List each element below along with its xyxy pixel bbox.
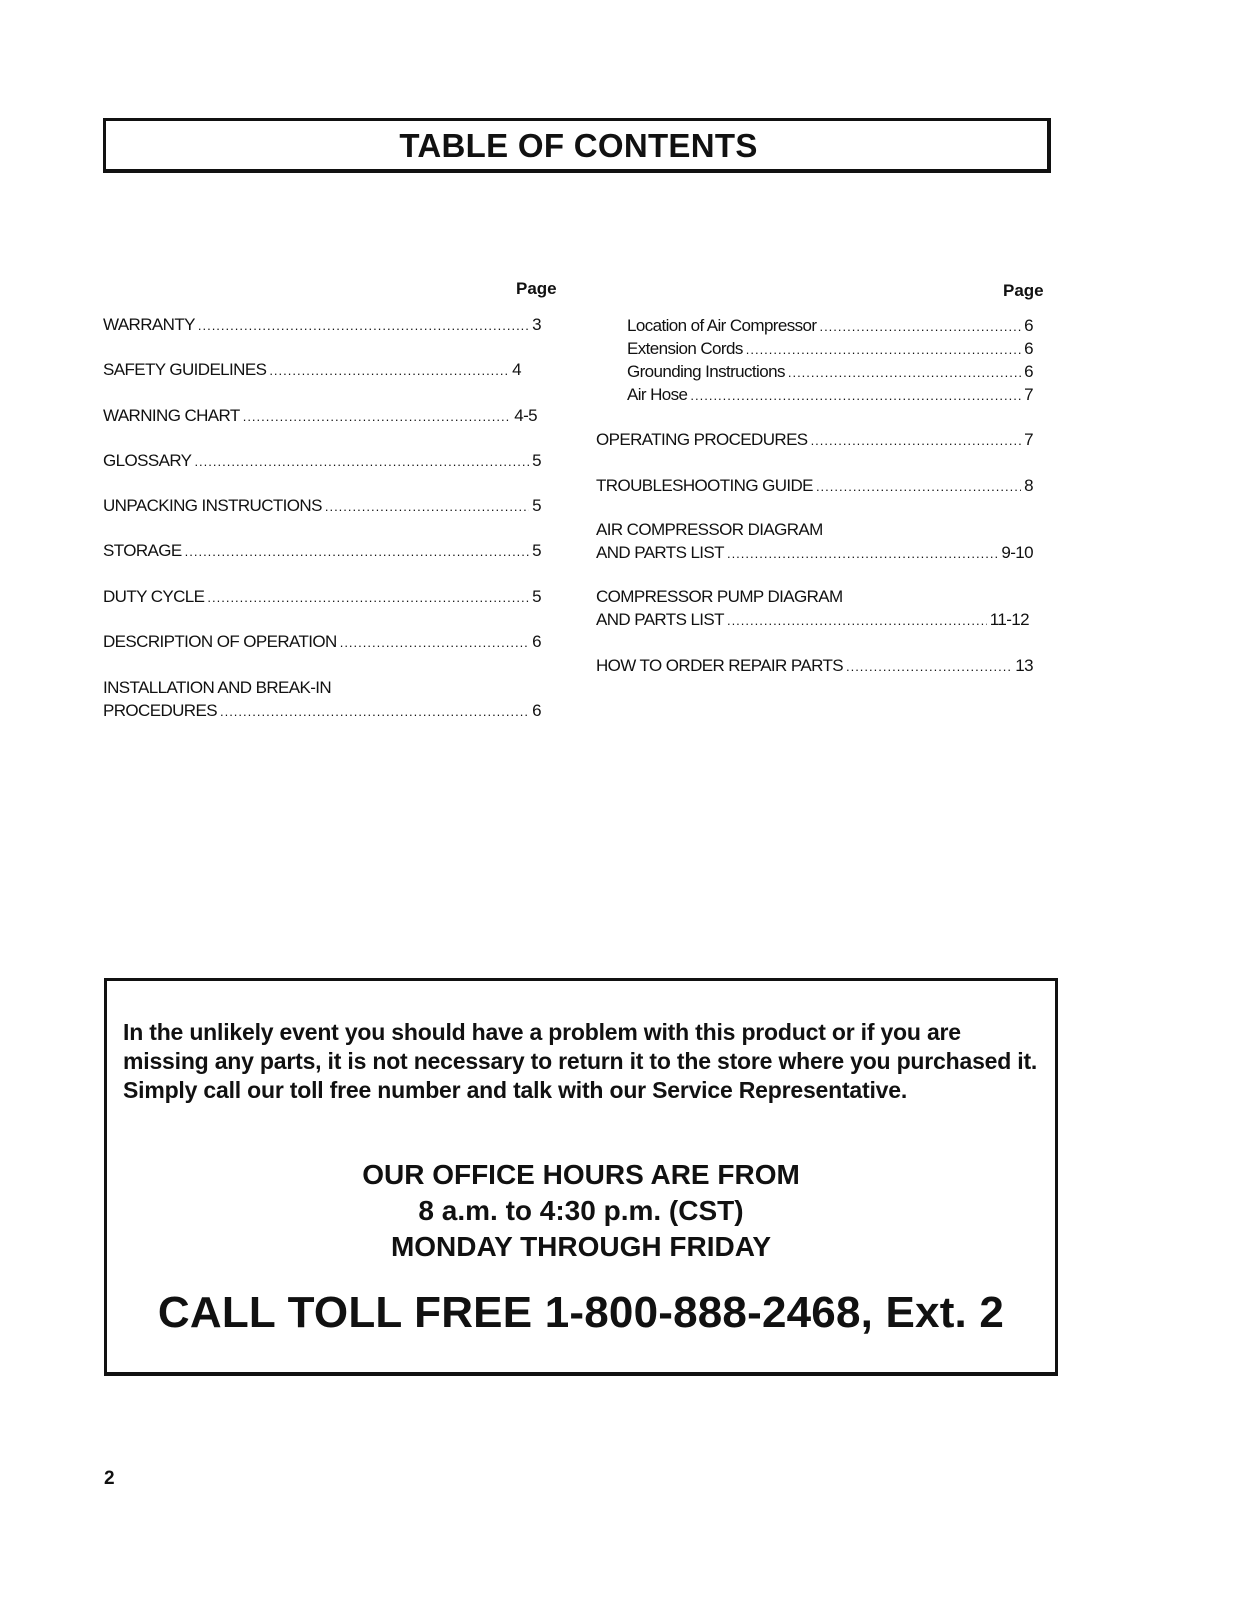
toc-entry-warning-chart: WARNING CHART ..... 4-5 <box>103 405 537 427</box>
toc-entry-how-to-order: HOW TO ORDER REPAIR PARTS ..... 13 <box>596 655 1033 677</box>
toc-entry-duty-cycle: DUTY CYCLE ..... 5 <box>103 586 541 608</box>
toc-entry-pump-parts-list: AND PARTS LIST ..... 11-12 <box>596 609 1029 631</box>
toc-entry-installation-line1: INSTALLATION AND BREAK-IN <box>103 678 332 697</box>
left-page-header: Page <box>516 279 557 298</box>
toc-entry-description-of-operation: DESCRIPTION OF OPERATION ..... 6 <box>103 631 541 653</box>
toc-subentry-extension-cords: Extension Cords ..... 6 <box>627 338 1033 360</box>
toc-entry-installation-procedures: PROCEDURES ..... 6 <box>103 700 541 722</box>
toc-entry-unpacking-instructions: UNPACKING INSTRUCTIONS ..... 5 <box>103 495 541 517</box>
toc-subentry-location: Location of Air Compressor ..... 6 <box>627 315 1033 337</box>
toc-subentry-air-hose: Air Hose ..... 7 <box>627 384 1033 406</box>
page-number: 2 <box>104 1468 115 1489</box>
toc-entry-pump-diagram-line1: COMPRESSOR PUMP DIAGRAM <box>596 587 843 606</box>
office-hours-line1: OUR OFFICE HOURS ARE FROM <box>362 1159 800 1190</box>
toll-free-number: CALL TOLL FREE 1-800-888-2468, Ext. 2 <box>157 1288 1005 1337</box>
toc-title: TABLE OF CONTENTS <box>399 127 758 164</box>
toc-entry-operating-procedures: OPERATING PROCEDURES ..... 7 <box>596 429 1033 451</box>
toc-entry-glossary: GLOSSARY ..... 5 <box>103 450 541 472</box>
right-page-header: Page <box>1003 281 1044 300</box>
service-notice-message: In the unlikely event you should have a problem with this product or if you are missing any parts, it is not necessary to return it to the store where you purchased it. Simply call our toll free number and talk with our Service Representative. <box>123 1019 1038 1103</box>
toc-entry-warranty: WARRANTY ..... 3 <box>103 314 541 336</box>
office-hours-line3: MONDAY THROUGH FRIDAY <box>390 1231 772 1262</box>
office-hours-line2: 8 a.m. to 4:30 p.m. (CST) <box>418 1195 744 1226</box>
toc-title-box <box>103 118 1051 173</box>
toc-entry-safety-guidelines: SAFETY GUIDELINES ..... 4 <box>103 359 521 381</box>
toc-entry-air-compressor-diagram-line1: AIR COMPRESSOR DIAGRAM <box>596 520 823 539</box>
toc-subentry-grounding: Grounding Instructions ..... 6 <box>627 361 1033 383</box>
toc-entry-storage: STORAGE ..... 5 <box>103 540 541 562</box>
toc-entry-troubleshooting-guide: TROUBLESHOOTING GUIDE ..... 8 <box>596 475 1033 497</box>
toc-entry-air-compressor-parts-list: AND PARTS LIST ..... 9-10 <box>596 542 1033 564</box>
